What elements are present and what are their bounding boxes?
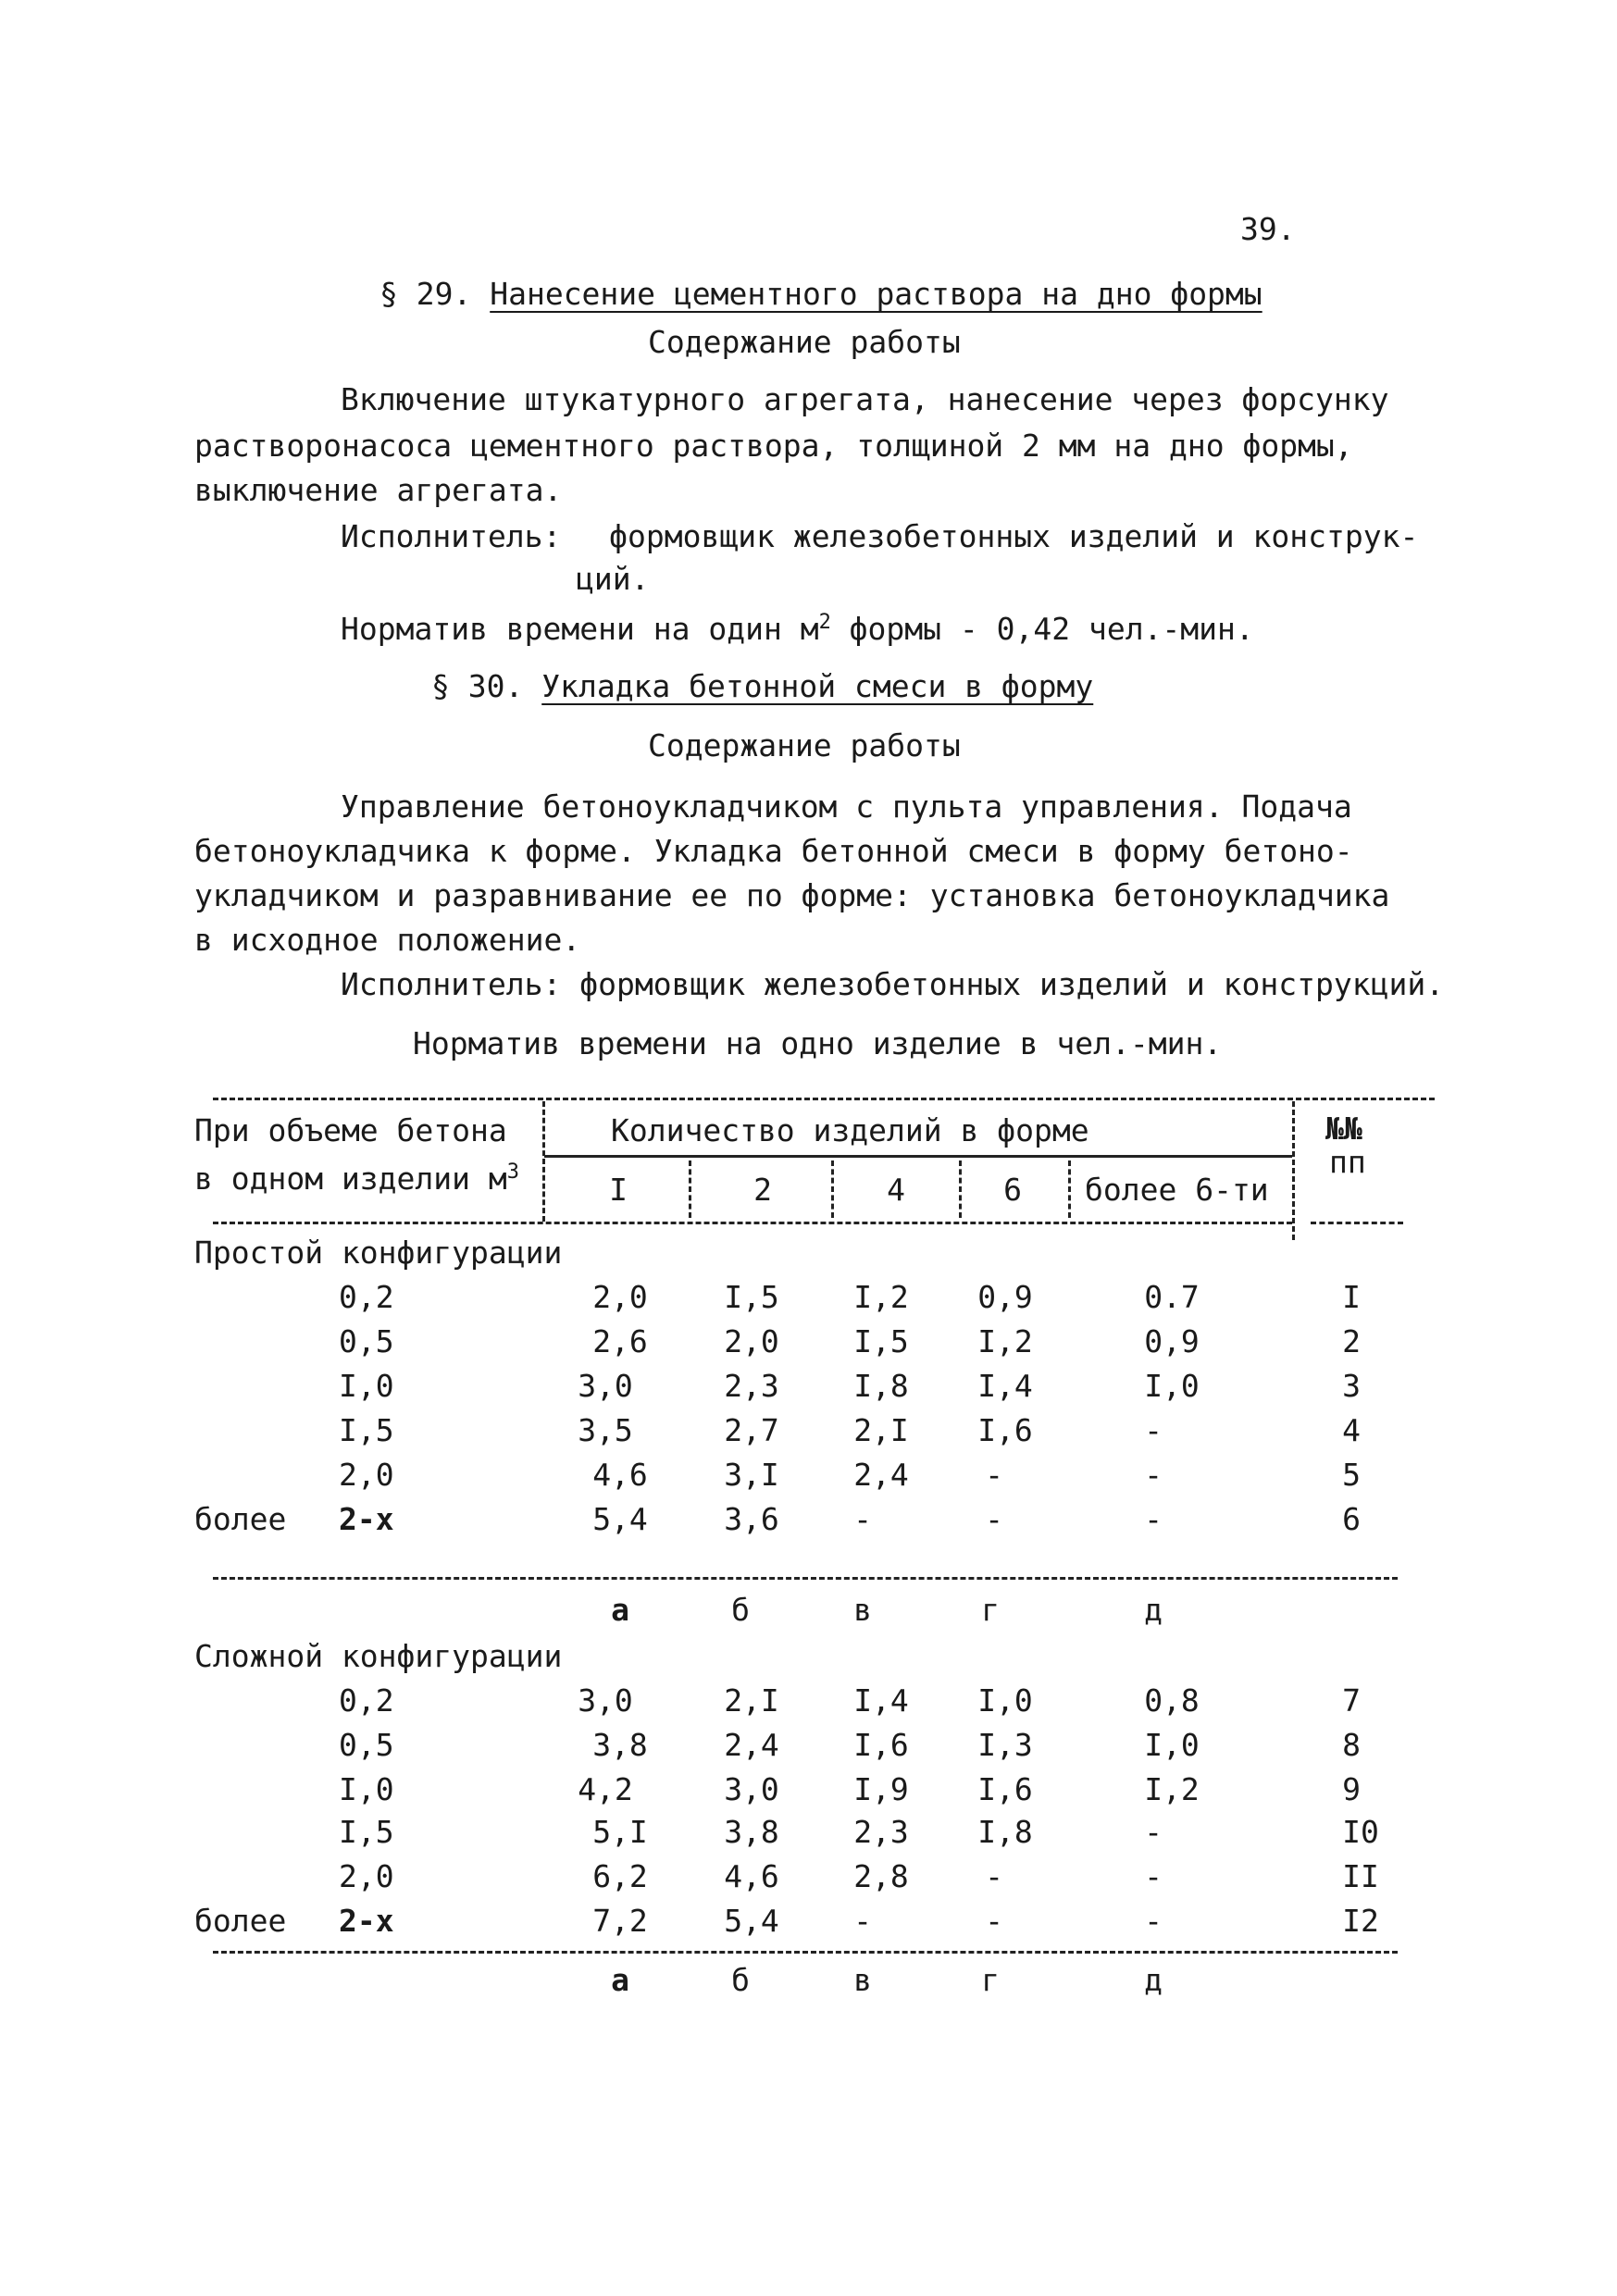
value-cell: I,5 xyxy=(853,1323,909,1359)
value-cell: 3,5 xyxy=(578,1412,633,1448)
table-bottom-rule xyxy=(213,1951,1398,1954)
section-29-executor xyxy=(341,518,1418,554)
value-cell: 5,4 xyxy=(724,1903,779,1939)
section-29-norm xyxy=(341,611,1254,647)
section-29-para-line: растворонасоса цементного раствора, толщиной 2 мм на дно формы, xyxy=(194,428,1353,464)
value-cell: I,8 xyxy=(977,1814,1033,1850)
section-30-para-line: бетоноукладчика к форме. Укладка бетонной смеси в форму бетоно- xyxy=(194,833,1353,869)
value-cell: 3,0 xyxy=(578,1368,633,1404)
value-cell: - xyxy=(1144,1501,1163,1537)
section-29-para-line: выключение агрегата. xyxy=(194,472,563,508)
section-30-title: Укладка бетонной смеси в форму xyxy=(541,668,1094,704)
value-cell: I,6 xyxy=(977,1771,1033,1807)
value-cell: I,5 xyxy=(724,1279,779,1315)
col-letter-b: б xyxy=(731,1592,750,1628)
table-header-number-abbr: пп xyxy=(1329,1144,1366,1180)
value-cell: 2,3 xyxy=(853,1814,909,1850)
col-letter-d: д xyxy=(1144,1962,1163,1998)
section-30-para-line: в исходное положение. xyxy=(194,922,581,958)
row-number-cell: 6 xyxy=(1342,1501,1361,1537)
section-30-executor: Исполнитель: формовщик железобетонных изделий и конструкций. xyxy=(341,966,1445,1002)
value-cell: I,2 xyxy=(1144,1771,1200,1807)
table-header-group: Количество изделий в форме xyxy=(611,1112,1089,1148)
volume-cell: 0,2 xyxy=(339,1682,394,1719)
col-letter-b: б xyxy=(731,1962,750,1998)
row-number-cell: 5 xyxy=(1342,1457,1361,1493)
section-29-title: Нанесение цементного раствора на дно формы xyxy=(490,276,1263,312)
volume-prefix-cell: более xyxy=(194,1501,287,1537)
row-number-cell: 8 xyxy=(1342,1727,1361,1763)
col-letter-v: в xyxy=(853,1962,872,1998)
value-cell: 0,8 xyxy=(1144,1682,1200,1719)
col-letter-a: а xyxy=(611,1962,629,1998)
value-cell: - xyxy=(1144,1903,1163,1939)
value-cell: 2,0 xyxy=(724,1323,779,1359)
executor-label: Исполнитель: xyxy=(341,518,562,554)
row-number-cell: I2 xyxy=(1342,1903,1379,1939)
value-cell: 0,9 xyxy=(1144,1323,1200,1359)
value-cell: I,2 xyxy=(977,1323,1033,1359)
value-cell: 3,0 xyxy=(578,1682,633,1719)
norm-text: Норматив времени на один м xyxy=(341,611,819,647)
value-cell: 2,7 xyxy=(724,1412,779,1448)
section-29-subtitle: Содержание работы xyxy=(648,324,961,360)
row-number-cell: 3 xyxy=(1342,1368,1361,1404)
col-letter-d: д xyxy=(1144,1592,1163,1628)
value-cell: - xyxy=(985,1903,1003,1939)
row-number-cell: 9 xyxy=(1342,1771,1361,1807)
table-header-rule xyxy=(1311,1222,1403,1224)
value-cell: I,4 xyxy=(977,1368,1033,1404)
value-cell: 2,I xyxy=(853,1412,909,1448)
volume-cell: 0,5 xyxy=(339,1727,394,1763)
norm-text-rest: формы - 0,42 чел.-мин. xyxy=(830,611,1254,647)
volume-cell: I,5 xyxy=(339,1412,394,1448)
value-cell: - xyxy=(1144,1814,1163,1850)
table-group-rule xyxy=(213,1577,1398,1580)
row-number-cell: I0 xyxy=(1342,1814,1379,1850)
col-letter-g: г xyxy=(981,1962,1000,1998)
value-cell: I,3 xyxy=(977,1727,1033,1763)
group-title-simple: Простой конфигурации xyxy=(194,1235,563,1271)
value-cell: - xyxy=(1144,1412,1163,1448)
value-cell: 3,0 xyxy=(724,1771,779,1807)
value-cell: 5,I xyxy=(592,1814,648,1850)
section-30-para-line: укладчиком и разравнивание ее по форме: установка бетоноукладчика xyxy=(194,877,1390,913)
header-volume-text: в одном изделии м xyxy=(194,1160,507,1197)
value-cell: 4,2 xyxy=(578,1771,633,1807)
value-cell: 2,4 xyxy=(724,1727,779,1763)
value-cell: 2,4 xyxy=(853,1457,909,1493)
col-letter-g: г xyxy=(981,1592,1000,1628)
page-number: 39. xyxy=(1240,211,1296,247)
col-head-6: 6 xyxy=(1003,1172,1022,1208)
col-head-2: 2 xyxy=(753,1172,772,1208)
section-29-para-line: Включение штукатурного агрегата, нанесение через форсунку xyxy=(341,381,1389,417)
value-cell: 3,8 xyxy=(592,1727,648,1763)
col-head-4: 4 xyxy=(887,1172,905,1208)
volume-cell: I,0 xyxy=(339,1368,394,1404)
value-cell: 2,6 xyxy=(592,1323,648,1359)
value-cell: 0.7 xyxy=(1144,1279,1200,1315)
value-cell: I,9 xyxy=(853,1771,909,1807)
row-number-cell: 2 xyxy=(1342,1323,1361,1359)
value-cell: - xyxy=(853,1501,872,1537)
table-header-volume-unit xyxy=(194,1160,519,1197)
value-cell: 2,8 xyxy=(853,1858,909,1894)
value-cell: 2,0 xyxy=(592,1279,648,1315)
table-header-volume: При объеме бетона xyxy=(194,1112,507,1148)
header-volume-superscript: 3 xyxy=(506,1160,520,1184)
section-29-heading xyxy=(379,276,1263,312)
volume-cell: 2,0 xyxy=(339,1858,394,1894)
row-number-cell: 7 xyxy=(1342,1682,1361,1719)
col-letter-a: а xyxy=(611,1592,629,1628)
volume-cell: 2-х xyxy=(339,1501,394,1537)
value-cell: - xyxy=(1144,1858,1163,1894)
norm-superscript: 2 xyxy=(818,611,831,634)
section-30-number: § 30. xyxy=(431,668,524,704)
value-cell: 3,8 xyxy=(724,1814,779,1850)
value-cell: 3,I xyxy=(724,1457,779,1493)
section-30-subtitle: Содержание работы xyxy=(648,727,961,763)
value-cell: - xyxy=(853,1903,872,1939)
table-divider xyxy=(542,1101,545,1222)
table-top-rule xyxy=(213,1098,1435,1100)
volume-cell: 2-х xyxy=(339,1903,394,1939)
section-29-executor-cont: ций. xyxy=(576,561,650,597)
value-cell: 7,2 xyxy=(592,1903,648,1939)
value-cell: I,0 xyxy=(977,1682,1033,1719)
value-cell: - xyxy=(985,1457,1003,1493)
volume-cell: 2,0 xyxy=(339,1457,394,1493)
volume-prefix-cell: более xyxy=(194,1903,287,1939)
value-cell: - xyxy=(985,1501,1003,1537)
value-cell: 0,9 xyxy=(977,1279,1033,1315)
group-title-complex: Сложной конфигурации xyxy=(194,1638,563,1674)
col-head-1: I xyxy=(609,1172,628,1208)
table-rule xyxy=(544,1155,1292,1158)
section-29-number: § 29. xyxy=(379,276,472,312)
table-divider xyxy=(689,1160,691,1218)
volume-cell: 0,5 xyxy=(339,1323,394,1359)
table-divider xyxy=(1292,1101,1295,1240)
volume-cell: 0,2 xyxy=(339,1279,394,1315)
section-30-para-line: Управление бетоноукладчиком с пульта управления. Подача xyxy=(341,788,1352,825)
value-cell: - xyxy=(1144,1457,1163,1493)
value-cell: I,8 xyxy=(853,1368,909,1404)
value-cell: 2,I xyxy=(724,1682,779,1719)
value-cell: I,0 xyxy=(1144,1727,1200,1763)
value-cell: 6,2 xyxy=(592,1858,648,1894)
table-header-number: №№ xyxy=(1325,1111,1362,1147)
section-30-heading xyxy=(431,668,1093,704)
row-number-cell: 4 xyxy=(1342,1412,1361,1448)
value-cell: I,0 xyxy=(1144,1368,1200,1404)
section-30-norm: Норматив времени на одно изделие в чел.-мин. xyxy=(413,1025,1223,1061)
value-cell: - xyxy=(985,1858,1003,1894)
row-number-cell: II xyxy=(1342,1858,1379,1894)
value-cell: I,2 xyxy=(853,1279,909,1315)
value-cell: I,6 xyxy=(853,1727,909,1763)
value-cell: 3,6 xyxy=(724,1501,779,1537)
volume-cell: I,0 xyxy=(339,1771,394,1807)
value-cell: 4,6 xyxy=(724,1858,779,1894)
value-cell: I,4 xyxy=(853,1682,909,1719)
volume-cell: I,5 xyxy=(339,1814,394,1850)
value-cell: 4,6 xyxy=(592,1457,648,1493)
value-cell: I,6 xyxy=(977,1412,1033,1448)
executor-text: формовщик железобетонных изделий и конструк- xyxy=(609,518,1419,554)
value-cell: 5,4 xyxy=(592,1501,648,1537)
row-number-cell: I xyxy=(1342,1279,1361,1315)
col-letter-v: в xyxy=(853,1592,872,1628)
table-header-rule xyxy=(213,1222,1292,1224)
value-cell: 2,3 xyxy=(724,1368,779,1404)
col-head-more-6: более 6-ти xyxy=(1085,1172,1269,1208)
